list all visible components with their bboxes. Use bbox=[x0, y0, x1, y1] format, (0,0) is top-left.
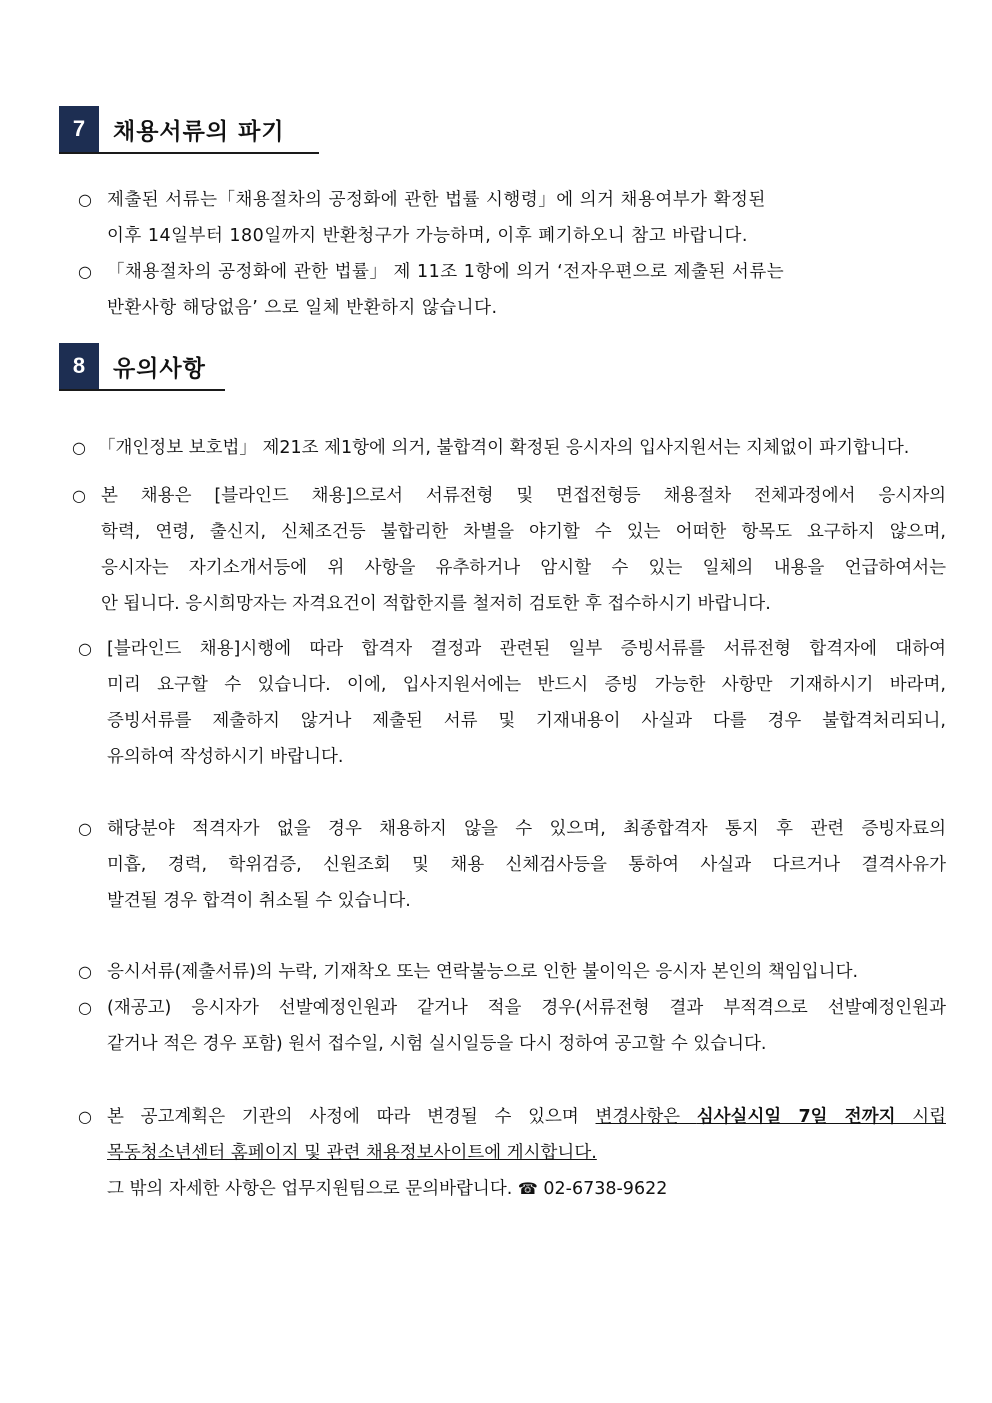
text-line: 안 됩니다. 응시희망자는 자격요건이 적합한지를 철저히 검토한 후 접수하시기 바랍니다. bbox=[101, 594, 771, 614]
text-line: 응시자는 자기소개서등에 위 사항을 유추하거나 암시할 수 있는 일체의 내용을 언급하여서는 bbox=[101, 558, 946, 578]
text-line: 이후 14일부터 180일까지 반환청구가 가능하며, 이후 폐기하오니 참고 바랍니다. bbox=[107, 226, 748, 246]
text-line: 해당분야 적격자가 없을 경우 채용하지 않을 수 있으며, 최종합격자 통지 후 관련 증빙자료의 bbox=[107, 819, 946, 839]
underlined-text: 시립 bbox=[895, 1107, 946, 1127]
section-8-header bbox=[59, 343, 225, 391]
section-8-title: 유의사항 bbox=[113, 355, 206, 382]
text-line: 미흡, 경력, 학위검증, 신원조회 및 채용 신체검사등을 통하여 사실과 다르거나 결격사유가 bbox=[107, 855, 946, 875]
text-line bbox=[78, 1135, 946, 1171]
plain-text: 본 공고계획은 기관의 사정에 따라 변경될 수 있으며 bbox=[107, 1107, 596, 1127]
section-8-item-7 bbox=[78, 1099, 946, 1207]
text-line: 증빙서류를 제출하지 않거나 제출된 서류 및 기재내용이 사실과 다를 경우 불합격처리되니, bbox=[107, 711, 946, 731]
underlined-text: 목동청소년센터 홈페이지 및 관련 채용정보사이트에 게시합니다. bbox=[107, 1143, 597, 1163]
section-8-item-5 bbox=[78, 954, 946, 990]
section-8-item-2 bbox=[72, 478, 946, 622]
text-line: 「채용절차의 공정화에 관한 법률」 제 11조 1항에 의거 ‘전자우편으로 제출된 서류는 bbox=[107, 262, 785, 282]
phone-icon: ☎ bbox=[517, 1179, 538, 1198]
text-line: [블라인드 채용]시행에 따라 합격자 결정과 관련된 일부 증빙서류를 서류전형 합격자에 대하여 bbox=[107, 639, 946, 659]
bullet-icon: ○ bbox=[78, 819, 92, 838]
bold-underlined-text: 심사실시일 7일 전까지 bbox=[696, 1107, 896, 1127]
section-7-item-2 bbox=[78, 254, 946, 326]
text-line: 반환사항 해당없음’ 으로 일체 반환하지 않습니다. bbox=[107, 298, 498, 318]
section-8-item-1 bbox=[72, 430, 952, 466]
phone-number: 02-6738-9622 bbox=[543, 1179, 668, 1199]
section-7-number: 7 bbox=[59, 106, 99, 152]
bullet-icon: ○ bbox=[78, 1107, 92, 1126]
section-7-item-1 bbox=[78, 182, 946, 254]
bullet-icon: ○ bbox=[78, 639, 92, 658]
section-8-number: 8 bbox=[59, 343, 99, 389]
text-line bbox=[78, 1099, 946, 1135]
underlined-text: 변경사항은 bbox=[595, 1107, 697, 1127]
section-8-item-3 bbox=[78, 631, 946, 775]
section-8-item-6 bbox=[78, 990, 946, 1062]
bullet-icon: ○ bbox=[78, 962, 92, 981]
text-line: 제출된 서류는「채용절차의 공정화에 관한 법률 시행령」에 의거 채용여부가 확정된 bbox=[107, 190, 766, 210]
bullet-icon: ○ bbox=[78, 998, 92, 1017]
text-line: 본 채용은 [블라인드 채용]으로서 서류전형 및 면접전형등 채용절차 전체과정에서 응시자의 bbox=[101, 486, 946, 506]
section-7-title: 채용서류의 파기 bbox=[113, 118, 285, 145]
bullet-icon: ○ bbox=[72, 438, 86, 457]
text-line: (재공고) 응시자가 선발예정인원과 같거나 적을 경우(서류전형 결과 부적격으로 선발예정인원과 bbox=[107, 998, 946, 1018]
contact-text: 그 밖의 자세한 사항은 업무지원팀으로 문의바랍니다. bbox=[107, 1179, 518, 1199]
text-line: 같거나 적은 경우 포함) 원서 접수일, 시험 실시일등을 다시 정하여 공고할 수 있습니다. bbox=[107, 1034, 767, 1054]
text-line: 응시서류(제출서류)의 누락, 기재착오 또는 연락불능으로 인한 불이익은 응시자 본인의 책임입니다. bbox=[107, 962, 859, 982]
bullet-icon: ○ bbox=[72, 486, 86, 505]
contact-line bbox=[78, 1171, 946, 1207]
text-line: 발견될 경우 합격이 취소될 수 있습니다. bbox=[107, 891, 411, 911]
section-8-item-4 bbox=[78, 811, 946, 919]
text-line: 미리 요구할 수 있습니다. 이에, 입사지원서에는 반드시 증빙 가능한 사항만 기재하시기 바라며, bbox=[107, 675, 946, 695]
text-line: 유의하여 작성하시기 바랍니다. bbox=[107, 747, 344, 767]
section-7-header bbox=[59, 106, 319, 154]
text-line: 「개인정보 보호법」 제21조 제1항에 의거, 불합격이 확정된 응시자의 입사지원서는 지체없이 파기합니다. bbox=[98, 438, 910, 458]
text-line: 학력, 연령, 출신지, 신체조건등 불합리한 차별을 야기할 수 있는 어떠한 항목도 요구하지 않으며, bbox=[101, 522, 946, 542]
bullet-icon: ○ bbox=[78, 190, 93, 209]
bullet-icon: ○ bbox=[78, 262, 93, 281]
